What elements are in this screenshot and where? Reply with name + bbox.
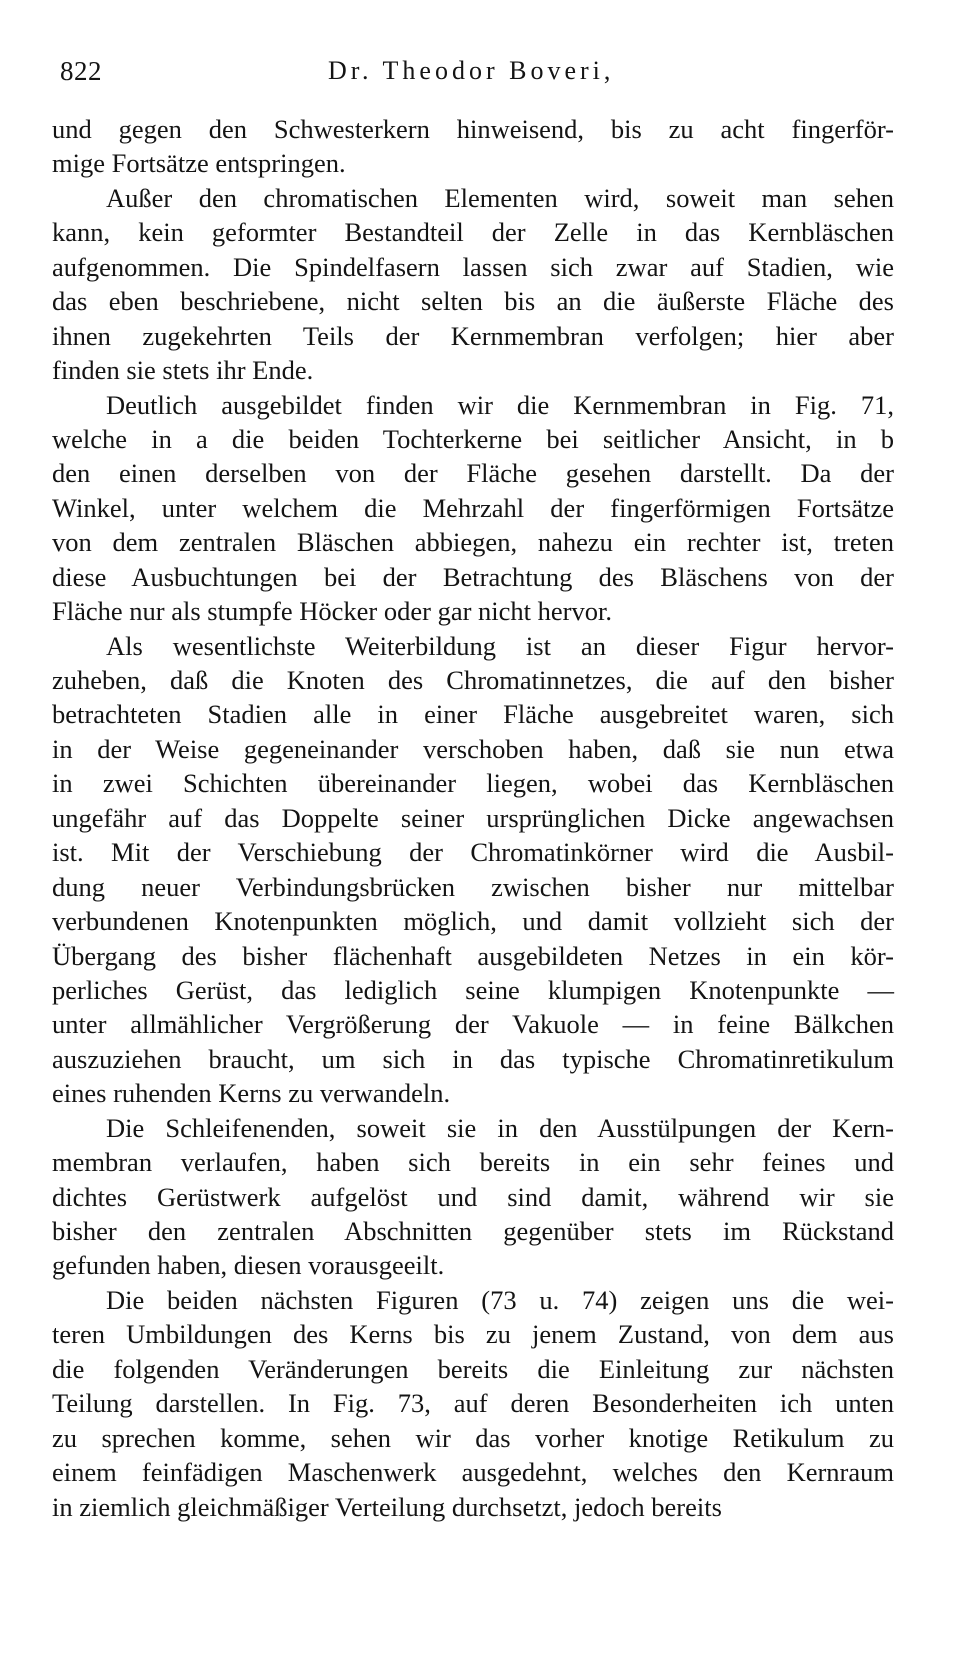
- running-head: Dr. Theodor Boveri,: [328, 56, 615, 85]
- text-line: Die beiden nächsten Figuren (73 u. 74) zeigen uns die wei-: [106, 1284, 894, 1315]
- text-line: aufgenommen. Die Spindelfasern lassen sich zwar auf Stadien, wie: [52, 251, 894, 282]
- text-line: diese Ausbuchtungen bei der Betrachtung des Bläschens von der: [52, 561, 894, 592]
- text-line: das eben beschriebene, nicht selten bis an die äußerste Fläche des: [52, 286, 894, 317]
- text-line: Winkel, unter welchem die Mehrzahl der fingerförmigen Fortsätze: [52, 492, 894, 523]
- text-line: Die Schleifenenden, soweit sie in den Ausstülpungen der Kern-: [106, 1112, 894, 1143]
- text-line: die folgenden Veränderungen bereits die Einleitung zur nächsten: [52, 1353, 894, 1384]
- page-number: 822: [60, 56, 102, 86]
- text-line: ist. Mit der Verschiebung der Chromatinkörner wird die Ausbil-: [52, 837, 894, 868]
- text-line: dichtes Gerüstwerk aufgelöst und sind damit, während wir sie: [52, 1181, 894, 1212]
- text-line: in der Weise gegeneinander verschoben haben, daß sie nun etwa: [52, 733, 894, 764]
- text-line: Teilung darstellen. In Fig. 73, auf deren Besonderheiten ich unten: [52, 1388, 894, 1419]
- text-line: zuheben, daß die Knoten des Chromatinnetzes, die auf den bisher: [52, 665, 894, 695]
- text-line: welche in a die beiden Tochterkerne bei seitlicher Ansicht, in b: [52, 423, 894, 454]
- text-line: auszuziehen braucht, um sich in das typische Chromatinretikulum: [52, 1043, 894, 1074]
- paragraph: [52, 181, 894, 388]
- paragraph: [52, 388, 894, 629]
- text-line: ungefähr auf das Doppelte seiner ursprünglichen Dicke angewachsen: [52, 802, 894, 833]
- text-line: teren Umbildungen des Kerns bis zu jenem Zustand, von dem aus: [52, 1319, 894, 1350]
- text-line: Fläche nur als stumpfe Höcker oder gar nicht hervor.: [52, 596, 612, 627]
- text-line: verbundenen Knotenpunkten möglich, und damit vollzieht sich der: [52, 906, 894, 937]
- text-line: unter allmählicher Vergrößerung der Vakuole — in feine Bälkchen: [52, 1009, 894, 1040]
- text-line: Außer den chromatischen Elementen wird, soweit man sehen: [106, 182, 894, 213]
- text-line: mige Fortsätze entspringen.: [52, 148, 346, 179]
- page-header: [60, 56, 880, 96]
- paragraph: [52, 1111, 894, 1283]
- text-line: membran verlaufen, haben sich bereits in ein sehr feines und: [52, 1147, 894, 1178]
- text-line: in zwei Schichten übereinander liegen, wobei das Kernbläschen: [52, 768, 894, 799]
- paragraph: [52, 112, 894, 181]
- text-line: kann, kein geformter Bestandteil der Zelle in das Kernbläschen: [52, 217, 894, 248]
- text-line: von dem zentralen Bläschen abbiegen, nahezu ein rechter ist, treten: [52, 527, 894, 558]
- body-text: [52, 112, 894, 1524]
- text-line: finden sie stets ihr Ende.: [52, 355, 314, 386]
- text-line: den einen derselben von der Fläche gesehen darstellt. Da der: [52, 458, 894, 489]
- text-line: gefunden haben, diesen vorausgeeilt.: [52, 1250, 445, 1281]
- text-line: eines ruhenden Kerns zu verwandeln.: [52, 1078, 451, 1109]
- text-line: perliches Gerüst, das lediglich seine klumpigen Knotenpunkte —: [52, 974, 894, 1005]
- paragraph: [52, 629, 894, 1111]
- text-line: Deutlich ausgebildet finden wir die Kernmembran in Fig. 71,: [106, 389, 894, 420]
- text-line: einem feinfädigen Maschenwerk ausgedehnt, welches den Kernraum: [52, 1457, 894, 1488]
- text-line: dung neuer Verbindungsbrücken zwischen bisher nur mittelbar: [52, 871, 894, 902]
- text-line: in ziemlich gleichmäßiger Verteilung durchsetzt, jedoch bereits: [52, 1491, 722, 1522]
- text-line: Als wesentlichste Weiterbildung ist an dieser Figur hervor-: [106, 630, 894, 661]
- text-line: bisher den zentralen Abschnitten gegenüber stets im Rückstand: [52, 1216, 894, 1246]
- text-line: und gegen den Schwesterkern hinweisend, bis zu acht fingerför-: [52, 114, 894, 144]
- text-line: zu sprechen komme, sehen wir das vorher knotige Retikulum zu: [52, 1422, 894, 1453]
- text-line: Übergang des bisher flächenhaft ausgebildeten Netzes in ein kör-: [52, 940, 894, 971]
- text-line: betrachteten Stadien alle in einer Fläche ausgebreitet waren, sich: [52, 699, 894, 730]
- text-line: ihnen zugekehrten Teils der Kernmembran verfolgen; hier aber: [52, 320, 894, 351]
- paragraph: [52, 1283, 894, 1524]
